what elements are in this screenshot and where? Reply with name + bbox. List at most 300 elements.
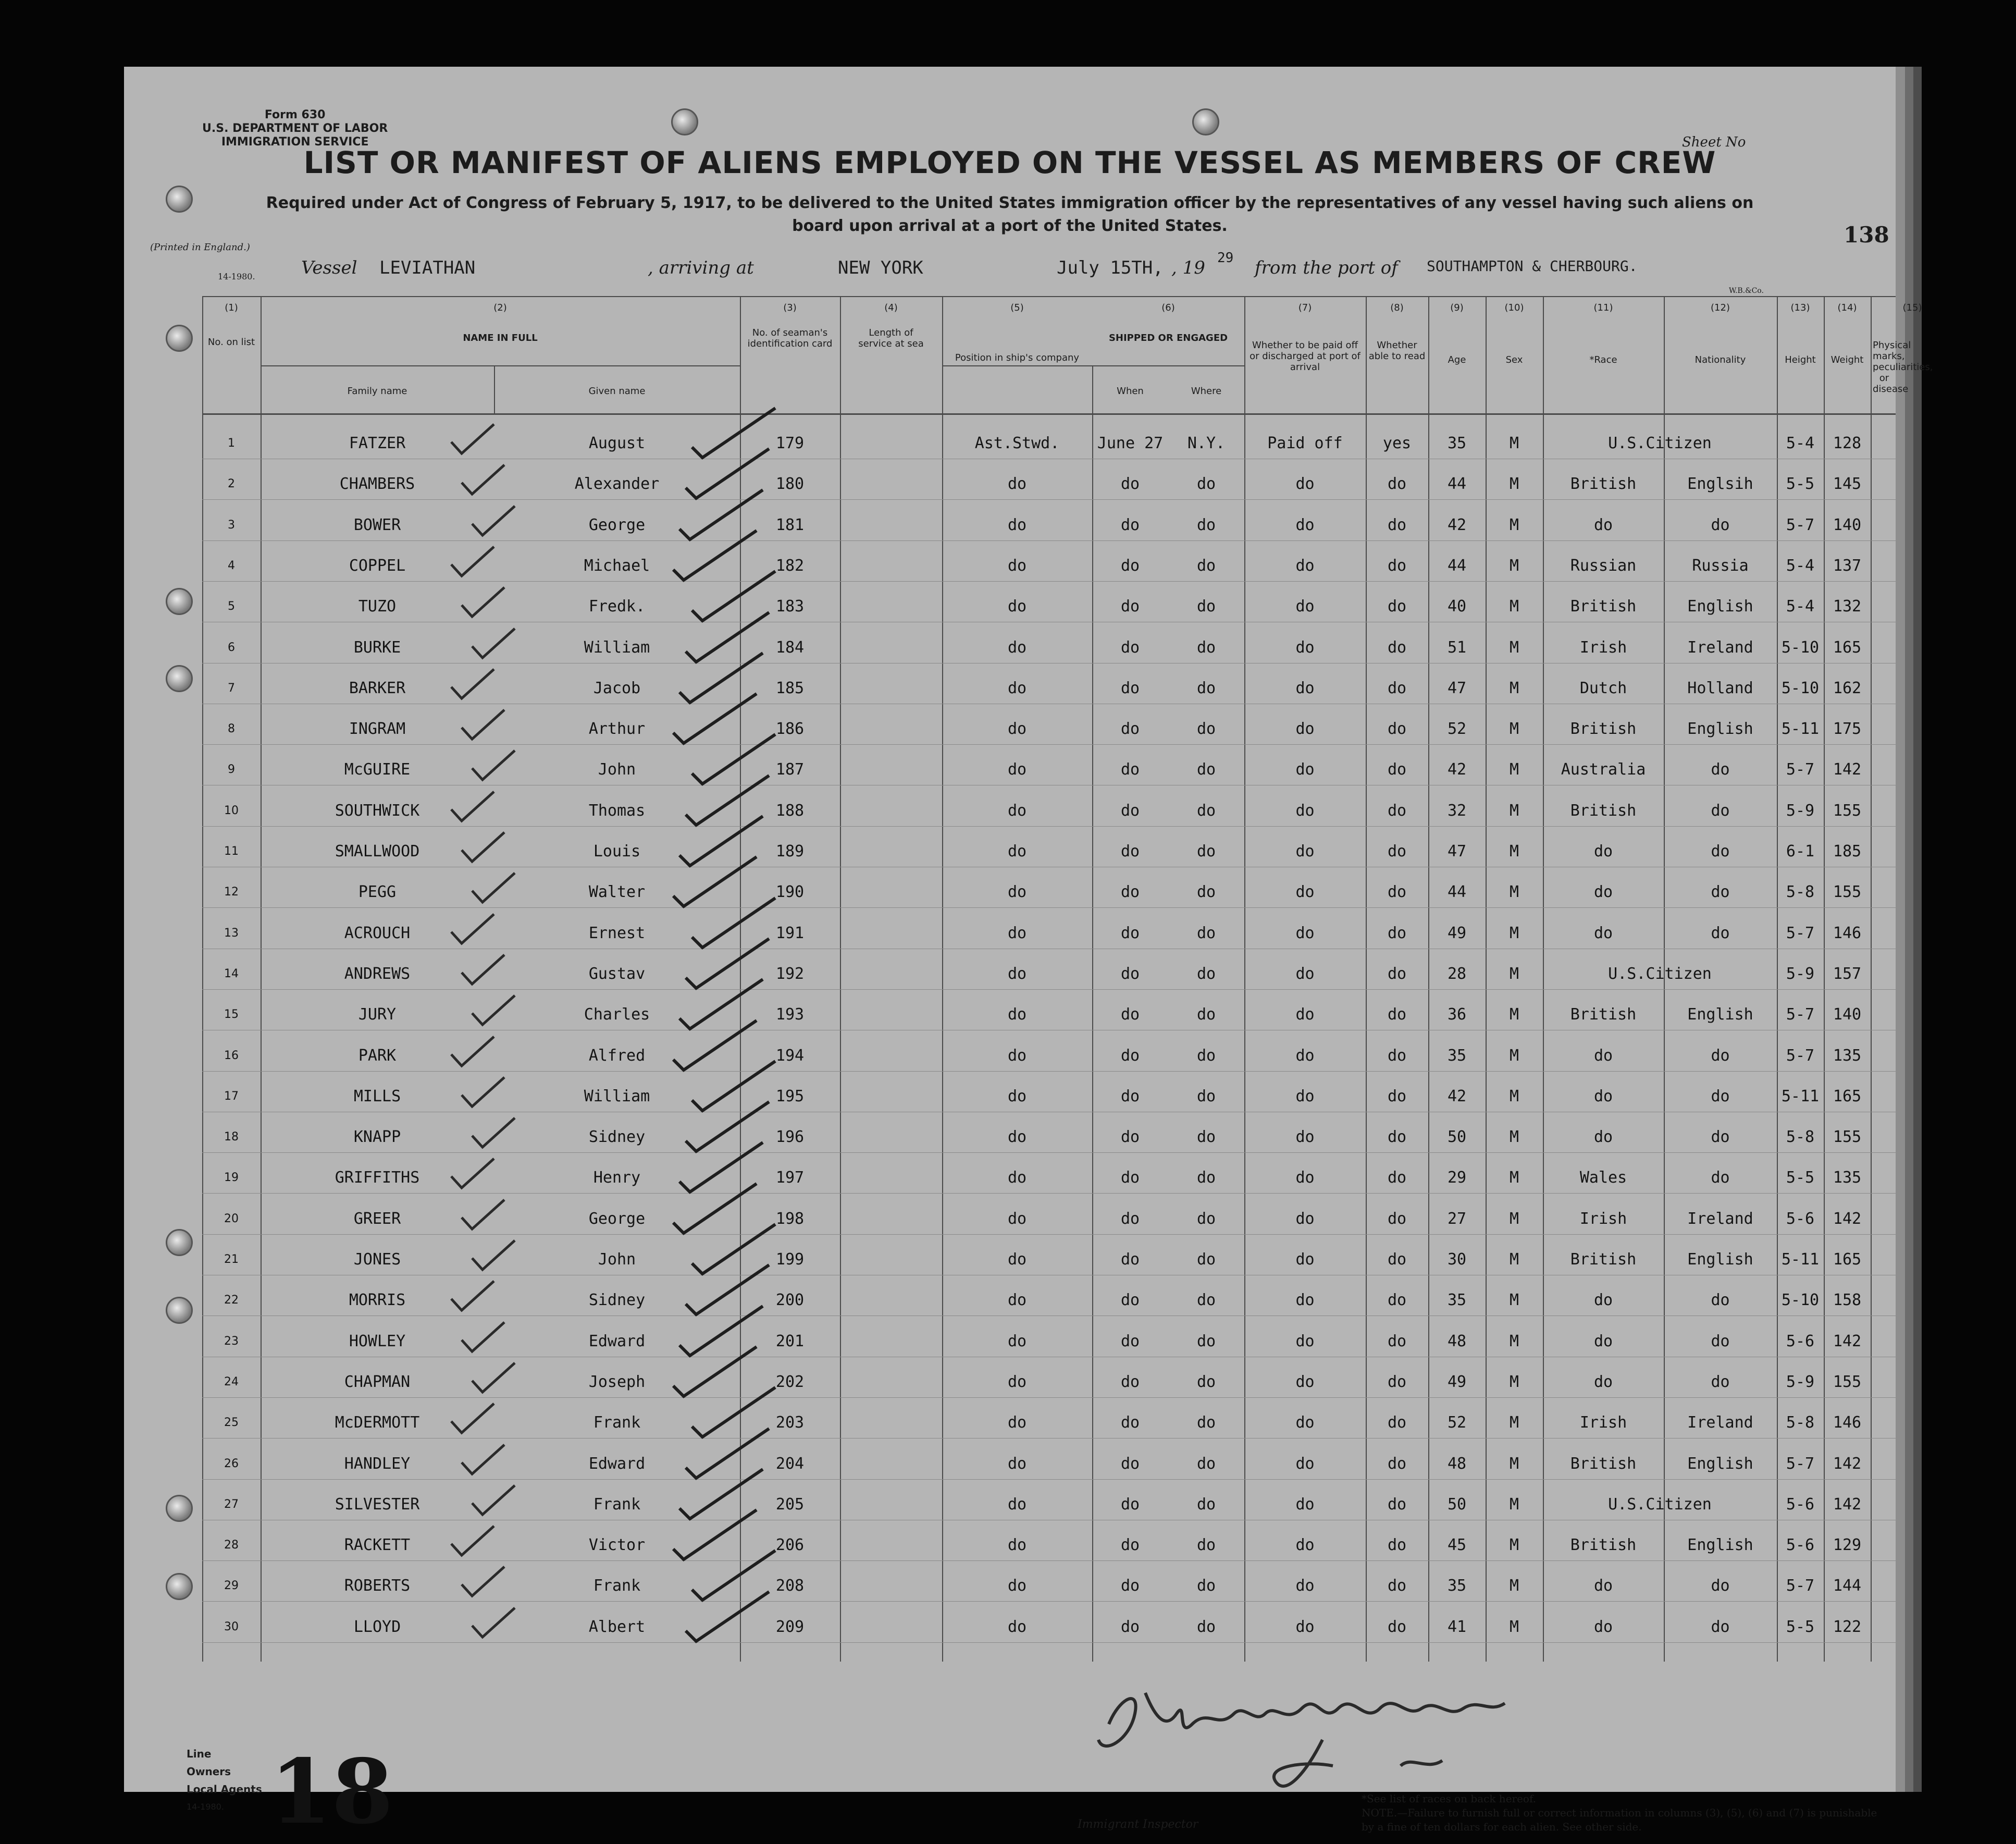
footer-code: 14-1980. — [187, 1802, 224, 1812]
shipped-when: do — [1120, 1332, 1140, 1350]
height: 5-6 — [1786, 1536, 1815, 1555]
given-name: Sidney — [588, 1128, 646, 1147]
shipped-where: do — [1196, 597, 1216, 616]
race: do — [1593, 883, 1613, 902]
height: 5-5 — [1786, 1169, 1815, 1187]
race: do — [1593, 924, 1613, 942]
race: British — [1570, 801, 1637, 820]
race: do — [1593, 1046, 1613, 1065]
shipped-where: do — [1196, 1577, 1216, 1595]
given-name: John — [598, 760, 636, 779]
weight: 142 — [1833, 1495, 1862, 1514]
page-title: LIST OR MANIFEST OF ALIENS EMPLOYED ON THE VESSEL AS MEMBERS OF CREW — [303, 145, 1716, 180]
header-id-card: No. of seaman's identification card — [747, 327, 833, 349]
line-label: Line — [187, 1748, 212, 1760]
shipped-when: do — [1120, 1372, 1140, 1391]
age: 28 — [1447, 964, 1467, 983]
nationality: English — [1687, 597, 1753, 616]
weight: 135 — [1833, 1169, 1862, 1187]
from-port: SOUTHAMPTON & CHERBOURG. — [1427, 257, 1638, 275]
height: 5-6 — [1786, 1495, 1815, 1514]
shipped-where: do — [1196, 1005, 1216, 1024]
age: 49 — [1447, 924, 1467, 942]
tick-mark — [457, 1319, 510, 1356]
id-card-number: 194 — [775, 1046, 805, 1065]
shipped-where: do — [1196, 1413, 1216, 1432]
nationality: Holland — [1687, 679, 1753, 697]
shipped-when: do — [1120, 1005, 1140, 1024]
paid-off: do — [1295, 842, 1315, 860]
race: Irish — [1579, 1209, 1627, 1228]
sex: M — [1509, 760, 1519, 779]
footnote-penalty: NOTE.—Failure to furnish full or correct information in columns (3), (5), (6) and (7) is punishable by a fine of ten dollars for each alien. See other side. — [1362, 1806, 1877, 1833]
paid-off: do — [1295, 1372, 1315, 1391]
age: 35 — [1447, 434, 1467, 452]
shipped-when: do — [1120, 1128, 1140, 1147]
nationality: do — [1711, 1128, 1730, 1147]
paid-off: do — [1295, 760, 1315, 779]
vessel-name: LEVIATHAN — [379, 257, 476, 278]
race: Irish — [1579, 638, 1627, 657]
family-name: PARK — [358, 1046, 397, 1065]
tick-mark — [447, 421, 499, 458]
given-name: Joseph — [588, 1372, 646, 1391]
given-name: Edward — [588, 1454, 646, 1473]
row-rule — [202, 1438, 1896, 1439]
weight: 142 — [1833, 1454, 1862, 1473]
race: U.S.Citizen — [1608, 964, 1712, 983]
paid-off: do — [1295, 1495, 1315, 1514]
line-number-stamp: 18 — [270, 1740, 393, 1844]
id-card-number: 200 — [775, 1291, 805, 1310]
race: British — [1570, 1250, 1637, 1269]
row-number: 14 — [224, 967, 239, 980]
age: 35 — [1447, 1577, 1467, 1595]
able-to-read: do — [1387, 638, 1407, 657]
paid-off: do — [1295, 720, 1315, 739]
col-num: (12) — [1711, 302, 1730, 313]
given-name: Ernest — [588, 924, 646, 942]
age: 47 — [1447, 842, 1467, 860]
row-number: 7 — [228, 681, 235, 695]
header-where: Where — [1191, 386, 1222, 397]
row-rule — [202, 1152, 1896, 1153]
family-name: CHAPMAN — [344, 1372, 411, 1391]
family-name: GRIFFITHS — [335, 1169, 420, 1187]
race: do — [1593, 1617, 1613, 1636]
row-number: 6 — [228, 641, 235, 654]
header-weight: Weight — [1831, 354, 1864, 365]
header-race: *Race — [1589, 354, 1617, 365]
shipped-where: do — [1196, 1128, 1216, 1147]
able-to-read: do — [1387, 801, 1407, 820]
row-rule — [202, 1071, 1896, 1072]
position: do — [1007, 842, 1027, 860]
row-number: 22 — [224, 1294, 239, 1307]
position: do — [1007, 1005, 1027, 1024]
id-card-number: 195 — [775, 1087, 805, 1105]
given-name: Frank — [593, 1413, 641, 1432]
paid-off: do — [1295, 964, 1315, 983]
agents-label: Local Agents — [187, 1783, 262, 1796]
binder-hole — [166, 186, 193, 213]
height: 5-7 — [1786, 924, 1815, 942]
corner-code: W.B.&Co. — [1729, 287, 1764, 295]
given-name: Frank — [593, 1577, 641, 1595]
able-to-read: do — [1387, 760, 1407, 779]
nationality: Englsih — [1687, 475, 1753, 494]
shipped-when: do — [1120, 1291, 1140, 1310]
rule — [1871, 296, 1872, 1662]
family-name: PEGG — [358, 883, 397, 902]
row-rule — [202, 989, 1896, 990]
tick-mark — [447, 1400, 499, 1437]
arrival-date: July 15TH, — [1057, 257, 1164, 278]
row-number: 4 — [228, 559, 235, 572]
nationality: Russia — [1692, 556, 1749, 575]
position: do — [1007, 1128, 1027, 1147]
sex: M — [1509, 679, 1519, 697]
sex: M — [1509, 1372, 1519, 1391]
sex: M — [1509, 475, 1519, 494]
id-card-number: 202 — [775, 1372, 805, 1391]
family-name: BOWER — [353, 515, 401, 534]
paid-off: do — [1295, 883, 1315, 902]
header-no-on-list: No. on list — [207, 337, 255, 348]
weight: 146 — [1833, 1413, 1862, 1432]
row-number: 28 — [224, 1539, 239, 1552]
sex: M — [1509, 1087, 1519, 1105]
height: 5-7 — [1786, 1005, 1815, 1024]
given-name: Albert — [588, 1617, 646, 1636]
race: do — [1593, 1291, 1613, 1310]
paid-off: do — [1295, 1169, 1315, 1187]
race: Dutch — [1579, 679, 1627, 697]
weight: 165 — [1833, 638, 1862, 657]
row-number: 15 — [224, 1008, 239, 1022]
rule — [261, 365, 740, 366]
page-subtitle: Required under Act of Congress of February 5, 1917, to be delivered to the United States immigration officer by the representatives of any vessel having such aliens on board upon arrival at a port of the United States. — [266, 194, 1754, 235]
given-name: Louis — [593, 842, 641, 860]
header-length-service: Length of service at sea — [858, 327, 924, 349]
tick-mark — [468, 1482, 520, 1519]
nationality: do — [1711, 1332, 1730, 1350]
header-sex: Sex — [1505, 354, 1523, 365]
shipped-when: do — [1120, 883, 1140, 902]
header-height: Height — [1785, 354, 1816, 365]
shipped-where: do — [1196, 1291, 1216, 1310]
tick-mark — [447, 666, 499, 703]
nationality: do — [1711, 842, 1730, 860]
tick-mark — [468, 1360, 520, 1396]
id-card-number: 208 — [775, 1577, 805, 1595]
position: do — [1007, 1291, 1027, 1310]
tick-mark — [468, 747, 520, 784]
paid-off: do — [1295, 1332, 1315, 1350]
age: 30 — [1447, 1250, 1467, 1269]
weight: 185 — [1833, 842, 1862, 860]
weight: 137 — [1833, 556, 1862, 575]
able-to-read: do — [1387, 515, 1407, 534]
age: 42 — [1447, 1087, 1467, 1105]
rule — [202, 413, 1896, 415]
age: 44 — [1447, 475, 1467, 494]
tick-mark — [447, 911, 499, 948]
position: do — [1007, 1087, 1027, 1105]
shipped-where: do — [1196, 1169, 1216, 1187]
shipped-where: do — [1196, 1617, 1216, 1636]
paid-off: do — [1295, 801, 1315, 820]
position: do — [1007, 1617, 1027, 1636]
position: do — [1007, 556, 1027, 575]
id-card-number: 179 — [775, 434, 805, 452]
header-read: Whether able to read — [1368, 340, 1426, 362]
age: 35 — [1447, 1046, 1467, 1065]
header-shipped: SHIPPED OR ENGAGED — [1108, 333, 1228, 343]
shipped-where: do — [1196, 720, 1216, 739]
print-note: (Printed in England.) — [150, 242, 250, 253]
given-name: William — [584, 638, 650, 657]
nationality: do — [1711, 924, 1730, 942]
age: 42 — [1447, 515, 1467, 534]
able-to-read: do — [1387, 1169, 1407, 1187]
id-card-number: 184 — [775, 638, 805, 657]
id-card-number: 186 — [775, 720, 805, 739]
height: 5-11 — [1781, 720, 1820, 739]
row-number: 21 — [224, 1253, 239, 1266]
tick-mark — [457, 1564, 510, 1600]
nationality: do — [1711, 515, 1730, 534]
shipped-where: do — [1196, 638, 1216, 657]
sex: M — [1509, 1128, 1519, 1147]
position: do — [1007, 1169, 1027, 1187]
position: do — [1007, 597, 1027, 616]
shipped-where: do — [1196, 515, 1216, 534]
height: 6-1 — [1786, 842, 1815, 860]
age: 49 — [1447, 1372, 1467, 1391]
footnote-races: *See list of races on back hereof. — [1362, 1792, 1537, 1805]
race: U.S.Citizen — [1608, 1495, 1712, 1514]
age: 44 — [1447, 883, 1467, 902]
family-name: McGUIRE — [344, 760, 411, 779]
family-name: TUZO — [358, 597, 397, 616]
row-rule — [202, 1193, 1896, 1194]
weight: 146 — [1833, 924, 1862, 942]
age: 48 — [1447, 1454, 1467, 1473]
id-card-number: 209 — [775, 1617, 805, 1636]
paid-off: do — [1295, 515, 1315, 534]
shipped-when: do — [1120, 1209, 1140, 1228]
able-to-read: do — [1387, 1372, 1407, 1391]
nationality: do — [1711, 1617, 1730, 1636]
id-card-number: 181 — [775, 515, 805, 534]
sex: M — [1509, 597, 1519, 616]
col-num: (4) — [884, 302, 898, 313]
family-name: BURKE — [353, 638, 401, 657]
shipped-when: do — [1120, 1536, 1140, 1555]
row-number: 2 — [228, 477, 235, 491]
shipped-where: do — [1196, 883, 1216, 902]
nationality: Ireland — [1687, 1413, 1753, 1432]
tick-mark — [468, 992, 520, 1029]
height: 5-10 — [1781, 1291, 1820, 1310]
row-number: 30 — [224, 1620, 239, 1633]
nationality: do — [1711, 1372, 1730, 1391]
family-name: GREER — [353, 1209, 401, 1228]
row-rule — [202, 907, 1896, 908]
sex: M — [1509, 1577, 1519, 1595]
shipped-when: do — [1120, 1617, 1140, 1636]
age: 52 — [1447, 1413, 1467, 1432]
nationality: English — [1687, 720, 1753, 739]
age: 40 — [1447, 597, 1467, 616]
age: 44 — [1447, 556, 1467, 575]
sex: M — [1509, 842, 1519, 860]
weight: 142 — [1833, 1209, 1862, 1228]
row-rule — [202, 744, 1896, 745]
position: do — [1007, 1250, 1027, 1269]
height: 5-9 — [1786, 964, 1815, 983]
row-rule — [202, 826, 1896, 827]
race: do — [1593, 1577, 1613, 1595]
able-to-read: do — [1387, 597, 1407, 616]
family-name: JURY — [358, 1005, 397, 1024]
paid-off: do — [1295, 597, 1315, 616]
family-name: SOUTHWICK — [335, 801, 420, 820]
paid-off: do — [1295, 1046, 1315, 1065]
row-rule — [202, 1234, 1896, 1235]
tick-mark — [468, 625, 520, 662]
shipped-when: do — [1120, 1454, 1140, 1473]
family-name: HANDLEY — [344, 1454, 411, 1473]
weight: 155 — [1833, 1128, 1862, 1147]
rule — [202, 296, 1896, 297]
sex: M — [1509, 1617, 1519, 1636]
sex: M — [1509, 556, 1519, 575]
header-given-name: Given name — [588, 386, 646, 397]
tick-mark — [447, 1155, 499, 1192]
tick-mark — [457, 584, 510, 621]
inspector-label: Immigrant Inspector — [1078, 1818, 1198, 1831]
shipped-when: do — [1120, 842, 1140, 860]
id-card-number: 189 — [775, 842, 805, 860]
header-marks: Physical marks, peculiarities, or disease — [1873, 340, 1933, 395]
form-department: U.S. DEPARTMENT OF LABOR — [202, 122, 388, 135]
sex: M — [1509, 1413, 1519, 1432]
height: 5-7 — [1786, 760, 1815, 779]
position: do — [1007, 1209, 1027, 1228]
family-name: COPPEL — [349, 556, 406, 575]
header-age: Age — [1448, 354, 1466, 365]
tick-mark — [468, 1605, 520, 1641]
family-name: RACKETT — [344, 1536, 411, 1555]
nationality: English — [1687, 1005, 1753, 1024]
row-number: 5 — [228, 600, 235, 613]
shipped-where: do — [1196, 1536, 1216, 1555]
arrival-year: 29 — [1217, 250, 1234, 266]
race: do — [1593, 1332, 1613, 1350]
col-num: (15) — [1902, 302, 1922, 313]
paid-off: do — [1295, 1087, 1315, 1105]
rule — [942, 365, 1244, 366]
family-name: MILLS — [353, 1087, 401, 1105]
nationality: do — [1711, 801, 1730, 820]
row-number: 18 — [224, 1130, 239, 1144]
able-to-read: do — [1387, 475, 1407, 494]
weight: 140 — [1833, 1005, 1862, 1024]
able-to-read: do — [1387, 1332, 1407, 1350]
tick-mark — [447, 1523, 499, 1559]
paid-off: do — [1295, 1536, 1315, 1555]
col-num: (10) — [1504, 302, 1524, 313]
shipped-where: do — [1196, 679, 1216, 697]
shipped-when: do — [1120, 1577, 1140, 1595]
col-num: (9) — [1450, 302, 1464, 313]
sex: M — [1509, 1291, 1519, 1310]
vessel-label: Vessel — [301, 257, 357, 278]
age: 50 — [1447, 1128, 1467, 1147]
weight: 165 — [1833, 1250, 1862, 1269]
shipped-where: do — [1196, 760, 1216, 779]
given-name: Walter — [588, 883, 646, 902]
id-card-number: 198 — [775, 1209, 805, 1228]
sex: M — [1509, 720, 1519, 739]
race: British — [1570, 1005, 1637, 1024]
weight: 162 — [1833, 679, 1862, 697]
header-paid-off: Whether to be paid off or discharged at port of arrival — [1250, 340, 1361, 373]
footer-labels — [187, 1745, 262, 1816]
age: 42 — [1447, 760, 1467, 779]
weight: 142 — [1833, 760, 1862, 779]
weight: 155 — [1833, 801, 1862, 820]
age: 50 — [1447, 1495, 1467, 1514]
row-rule — [202, 581, 1896, 582]
nationality: do — [1711, 1577, 1730, 1595]
given-name: Michael — [584, 556, 650, 575]
weight: 145 — [1833, 475, 1862, 494]
id-card-number: 206 — [775, 1536, 805, 1555]
paid-off: do — [1295, 475, 1315, 494]
paid-off: Paid off — [1267, 434, 1343, 452]
able-to-read: do — [1387, 924, 1407, 942]
tick-mark — [468, 503, 520, 539]
row-number: 23 — [224, 1334, 239, 1348]
able-to-read: do — [1387, 1617, 1407, 1636]
shipped-where: do — [1196, 1372, 1216, 1391]
age: 51 — [1447, 638, 1467, 657]
position: do — [1007, 760, 1027, 779]
weight: 142 — [1833, 1332, 1862, 1350]
crew-table — [124, 296, 1933, 1662]
id-card-number: 187 — [775, 760, 805, 779]
height: 5-8 — [1786, 883, 1815, 902]
height: 5-7 — [1786, 1454, 1815, 1473]
age: 27 — [1447, 1209, 1467, 1228]
family-name: McDERMOTT — [335, 1413, 420, 1432]
shipped-when: do — [1120, 964, 1140, 983]
position: do — [1007, 924, 1027, 942]
sex: M — [1509, 1005, 1519, 1024]
height: 5-6 — [1786, 1209, 1815, 1228]
col-num: (7) — [1298, 302, 1312, 313]
position: do — [1007, 475, 1027, 494]
row-rule — [202, 540, 1896, 541]
weight: 140 — [1833, 515, 1862, 534]
row-number: 27 — [224, 1497, 239, 1511]
id-card-number: 197 — [775, 1169, 805, 1187]
family-name: HOWLEY — [349, 1332, 406, 1350]
height: 5-4 — [1786, 434, 1815, 452]
